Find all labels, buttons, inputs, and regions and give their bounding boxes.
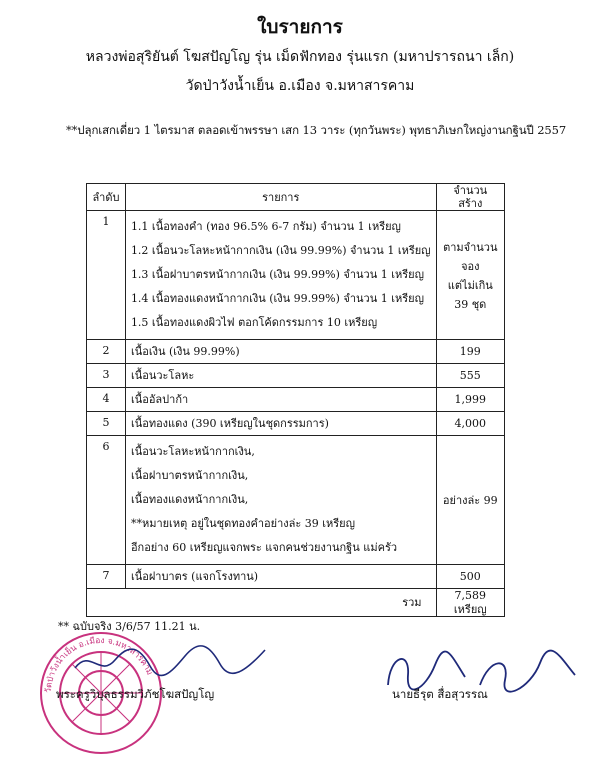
- total-empty-cell: [87, 589, 126, 616]
- row-no: 1: [87, 211, 126, 340]
- consecration-note: **ปลุกเสกเดี่ยว 1 ไตรมาส ตลอดเข้าพรรษา เสก 13 วาระ (ทุกวันพระ) พุทธาภิเษกใหญ่งานกฐินปี 2557: [66, 123, 567, 137]
- row-item-line: 1.4 เนื้อทองแดงหน้ากากเงิน (เงิน 99.99%) จำนวน 1 เหรียญ: [130, 292, 424, 306]
- table-row: [87, 364, 505, 388]
- row-qty: 1,999: [436, 388, 504, 412]
- row-item-line: 1.2 เนื้อนวะโลหะหน้ากากเงิน (เงิน 99.99%) จำนวน 1 เหรียญ: [130, 244, 431, 258]
- row-no: 2: [87, 340, 126, 364]
- row-item-line: เนื้อฝาบาตรหน้ากากเงิน,: [130, 469, 249, 483]
- row-no: 3: [87, 364, 126, 388]
- row-item-line: **หมายเหตุ อยู่ในชุดทองคำอย่างล่ะ 39 เหรียญ: [130, 517, 356, 531]
- row-qty: 500: [436, 565, 504, 589]
- copy-note: ** ฉบับจริง 3/6/57 11.21 น.: [58, 620, 201, 633]
- row-no: 4: [87, 388, 126, 412]
- row-qty: 555: [436, 364, 504, 388]
- row-qty-line: แต่ไม่เกิน 39 ชุด: [447, 279, 493, 312]
- total-label: รวม: [125, 589, 436, 616]
- item-table: [86, 183, 505, 617]
- row-item-line: เนื้อทองแดงหน้ากากเงิน,: [130, 493, 249, 507]
- row-item: เนื้ออัลปาก้า: [125, 388, 436, 412]
- row-item-line: อีกอย่าง 60 เหรียญแจกพระ แจกคนช่วยงานกฐิน แม่ครัว: [130, 541, 398, 555]
- total-value: 7,589 เหรียญ: [436, 589, 504, 616]
- row-qty: [436, 211, 504, 340]
- row-no: 5: [87, 412, 126, 436]
- row-item: เนื้อฝาบาตร (แจกโรงทาน): [125, 565, 436, 589]
- signature-left-icon: [70, 638, 270, 683]
- row-item-line: 1.5 เนื้อทองแดงผิวไฟ ตอกโค้ดกรรมการ 10 เหรียญ: [130, 316, 378, 330]
- signer-left-name: พระครูวิบุลธรรมวิภัชโฆสปัญโญ: [56, 687, 215, 701]
- table-header-row: [87, 184, 505, 211]
- table-row: [87, 412, 505, 436]
- header-qty: จำนวนสร้าง: [436, 184, 504, 211]
- row-no: 6: [87, 436, 126, 565]
- document-subtitle-temple: วัดป่าวังน้ำเย็น อ.เมือง จ.มหาสารคาม: [185, 78, 415, 94]
- table-row: [87, 436, 505, 565]
- table-row: [87, 340, 505, 364]
- table-row: [87, 565, 505, 589]
- row-qty: 199: [436, 340, 504, 364]
- row-qty-line: ตามจำนวนจอง: [443, 241, 498, 274]
- row-item-line: เนื้อนวะโลหะหน้ากากเงิน,: [130, 445, 255, 459]
- row-qty: อย่างล่ะ 99: [436, 436, 504, 565]
- row-item-line: 1.3 เนื้อฝาบาตรหน้ากากเงิน (เงิน 99.99%) จำนวน 1 เหรียญ: [130, 268, 424, 282]
- header-no: ลำดับ: [87, 184, 126, 211]
- row-item: เนื้อเงิน (เงิน 99.99%): [125, 340, 436, 364]
- table-total-row: [87, 589, 505, 616]
- row-item: เนื้อทองแดง (390 เหรียญในชุดกรรมการ): [125, 412, 436, 436]
- header-item: รายการ: [125, 184, 436, 211]
- row-item-line: 1.1 เนื้อทองคำ (ทอง 96.5% 6-7 กรัม) จำนวน 1 เหรียญ: [130, 220, 401, 234]
- row-no: 7: [87, 565, 126, 589]
- row-item: เนื้อนวะโลหะ: [125, 364, 436, 388]
- row-qty: 4,000: [436, 412, 504, 436]
- document-title: ใบรายการ: [257, 16, 343, 38]
- document-subtitle-amulet: หลวงพ่อสุริยันต์ โฆสปัญโญ รุ่น เม็ดฟักทอง รุ่นแรก (มหาปรารถนา เล็ก): [85, 49, 515, 65]
- seal-text: วัดป่าวังน้ำเย็น อ.เมือง จ.มหาสารคาม: [43, 635, 155, 694]
- row-item: [125, 211, 436, 340]
- table-row: [87, 211, 505, 340]
- signer-right-name: นายธีรุต สื่อสุวรรณ: [392, 687, 488, 701]
- table-row: [87, 388, 505, 412]
- row-item: [125, 436, 436, 565]
